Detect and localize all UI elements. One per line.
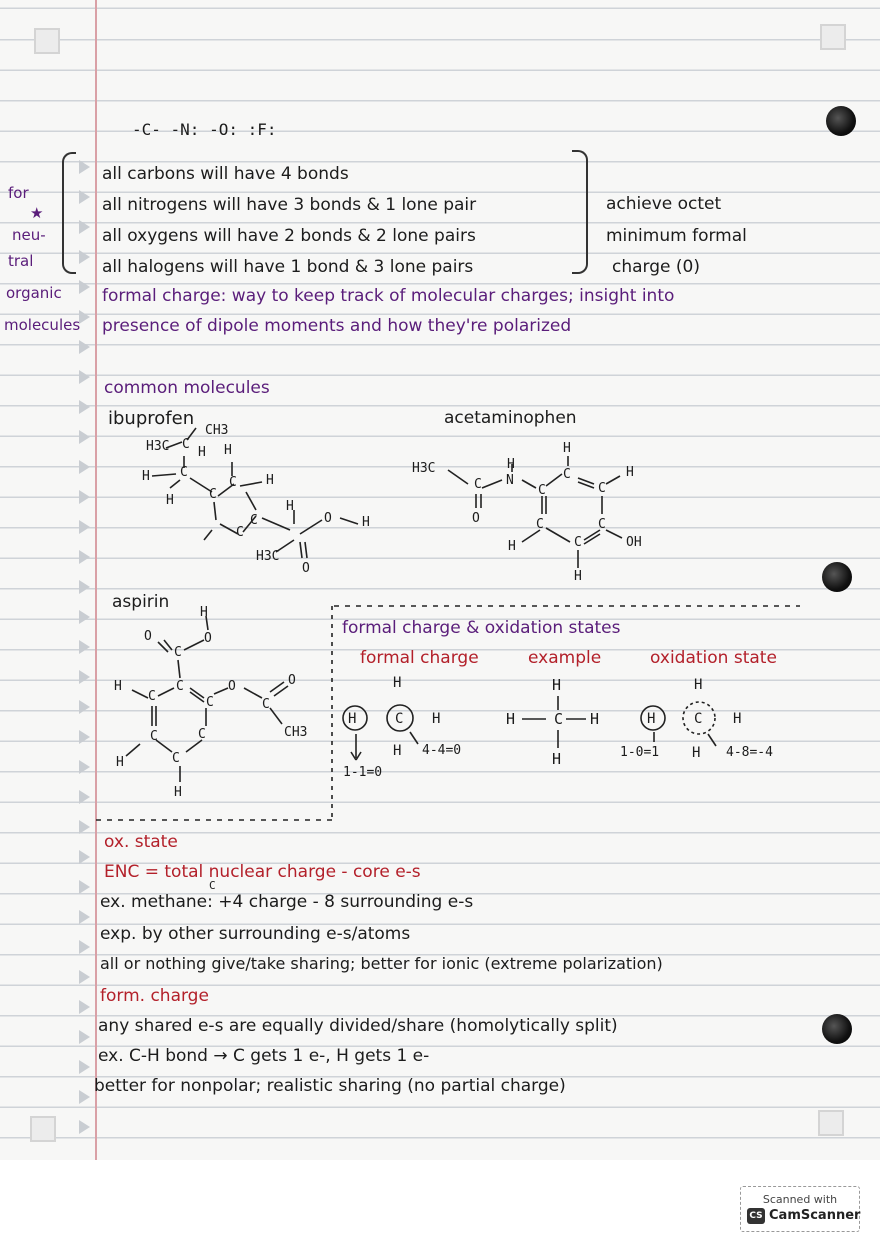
fc-h-circled: H	[348, 711, 357, 727]
ibu-bond	[190, 478, 212, 492]
ibu-bond	[220, 524, 238, 534]
acetaminophen-atom: H	[574, 569, 582, 584]
fc-h-bottom: H	[393, 743, 402, 759]
acetaminophen-atom: H	[508, 539, 516, 554]
ibuprofen-atom: C	[229, 475, 237, 490]
ibu-bond	[305, 542, 307, 558]
fc-ox-heading: formal charge & oxidation states	[342, 618, 621, 638]
note-exp: exp. by other surrounding e-s/atoms	[100, 924, 411, 944]
camscanner-logo-icon: CS	[747, 1208, 765, 1224]
ox-calc-left: 1-0=1	[620, 745, 660, 760]
acetaminophen-atom: C	[598, 481, 606, 496]
note-ox-state: ox. state	[104, 832, 178, 852]
ox-c-circled: C	[694, 711, 703, 727]
ibu-bond	[240, 482, 262, 486]
ibuprofen-atom: O	[324, 511, 332, 526]
result-minimum: minimum formal	[606, 226, 747, 246]
aspirin-atom: CH3	[284, 725, 308, 740]
side-note-0: for	[8, 184, 29, 202]
asp-bond	[126, 744, 140, 756]
ibuprofen-atom: C	[182, 437, 190, 452]
methane-h-left: H	[506, 710, 516, 728]
aspirin-atom: H	[174, 785, 182, 800]
asp-bond	[158, 688, 174, 696]
note-nonpolar: better for nonpolar; realistic sharing (no partial charge)	[94, 1076, 566, 1096]
badge-line1: Scanned with	[762, 1193, 838, 1206]
result-octet: achieve octet	[606, 194, 722, 214]
acetaminophen-atom: C	[538, 483, 546, 498]
acetaminophen-atom: OH	[626, 535, 642, 550]
ox-h-right: H	[733, 711, 742, 727]
ibuprofen-atom: H	[224, 443, 232, 458]
ibu-bond	[276, 540, 294, 552]
side-note-1: neu-	[12, 226, 46, 244]
asp-bond	[206, 616, 208, 630]
rule-halogen: all halogens will have 1 bond & 3 lone pairs	[102, 257, 474, 277]
aspirin-atom: H	[116, 755, 124, 770]
camscanner-badge	[740, 1186, 860, 1232]
ox-h-ring	[641, 706, 665, 730]
acet-bond	[546, 528, 570, 542]
ox-arrow	[708, 734, 716, 746]
methane-h-top: H	[552, 676, 562, 694]
acetaminophen-atom: N	[506, 473, 514, 488]
acetaminophen-atom: C	[536, 517, 544, 532]
aspirin-atom: O	[288, 673, 296, 688]
acetaminophen-atom: O	[472, 511, 480, 526]
aspirin-atom: C	[198, 727, 206, 742]
col-oxidation-state: oxidation state	[650, 648, 777, 668]
ox-c-ring	[683, 702, 715, 734]
note-form-charge: form. charge	[100, 986, 209, 1006]
acet-bond	[522, 480, 536, 488]
rule-carbon: all carbons will have 4 bonds	[102, 164, 349, 184]
fc-h-right: H	[432, 711, 441, 727]
acetaminophen-atom: C	[598, 517, 606, 532]
acetaminophen-atom: H	[626, 465, 634, 480]
formal-charge-def-2: presence of dipole moments and how they're polarized	[102, 316, 572, 336]
fc-calc-right: 4-4=0	[422, 743, 462, 758]
asp-bond	[178, 660, 180, 678]
ibu-bond	[340, 518, 358, 524]
ibu-bond	[300, 520, 322, 534]
ibuprofen-atom: C	[209, 487, 217, 502]
ox-calc-right: 4-8=-4	[726, 745, 773, 760]
ibuprofen-atom: C	[236, 525, 244, 540]
asp-bond	[244, 688, 262, 698]
ox-h-bottom: H	[692, 745, 701, 761]
acetaminophen-atom: C	[563, 467, 571, 482]
aspirin-atom: C	[176, 679, 184, 694]
ibu-bond	[166, 442, 182, 448]
ibuprofen-atom: H	[362, 515, 370, 530]
methane-h-bottom: H	[552, 750, 562, 768]
aspirin-atom: C	[172, 751, 180, 766]
ibu-bond	[187, 428, 196, 440]
acet-bond	[606, 476, 620, 484]
aspirin-atom: O	[204, 631, 212, 646]
asp-bond	[214, 688, 228, 694]
side-note-2: tral	[8, 252, 34, 270]
formal-charge-def-1: formal charge: way to keep track of molecular charges; insight into	[102, 286, 675, 306]
ibu-bond	[214, 502, 216, 520]
side-note-star: ★	[30, 204, 44, 222]
fc-calc-left: 1-1=0	[343, 765, 383, 780]
ibu-bond	[170, 480, 180, 488]
ibuprofen-atom: H	[198, 445, 206, 460]
aspirin-atom: C	[206, 695, 214, 710]
acet-bond	[448, 470, 468, 484]
asp-bond	[132, 690, 148, 698]
rule-nitrogen: all nitrogens will have 3 bonds & 1 lone pair	[102, 195, 477, 215]
ibu-bond	[218, 484, 234, 496]
asp-bond	[184, 640, 204, 650]
ibuprofen-atom: H3C	[256, 549, 280, 564]
ibuprofen-atom: H	[142, 469, 150, 484]
asp-bond	[156, 740, 172, 752]
ibuprofen-atom: C	[250, 513, 258, 528]
side-note-3: organic	[6, 284, 62, 302]
aspirin-atom: C	[174, 645, 182, 660]
acet-bond	[522, 530, 540, 542]
ibuprofen-atom: H3C	[146, 439, 170, 454]
side-note-4: molecules	[4, 316, 81, 334]
ibuprofen-label: ibuprofen	[108, 408, 195, 429]
note-shared: any shared e-s are equally divided/share (homolytically split)	[98, 1016, 618, 1036]
ibu-bond	[246, 492, 256, 510]
superscript-c: C	[209, 879, 216, 892]
methane-c: C	[554, 710, 564, 728]
acet-bond	[482, 480, 502, 488]
aspirin-atom: O	[228, 679, 236, 694]
ox-h-circled: H	[647, 711, 656, 727]
aspirin-atom: C	[148, 689, 156, 704]
note-enc: ENC = total nuclear charge - core e-s	[104, 862, 421, 882]
rule-oxygen: all oxygens will have 2 bonds & 2 lone pairs	[102, 226, 476, 246]
aspirin-atom: O	[144, 629, 152, 644]
note-ch-bond: ex. C-H bond → C gets 1 e-, H gets 1 e-	[98, 1046, 430, 1066]
ibuprofen-atom: CH3	[205, 423, 229, 438]
asp-bond	[270, 708, 282, 724]
note-all-or-nothing: all or nothing give/take sharing; better for ionic (extreme polarization)	[100, 954, 663, 973]
aspirin-atom: C	[262, 697, 270, 712]
acet-bond	[606, 530, 622, 538]
fc-c-circled: C	[395, 711, 404, 727]
fc-c-ring	[387, 705, 413, 731]
ibu-bond	[243, 513, 258, 532]
aspirin-atom: H	[200, 605, 208, 620]
aspirin-atom: C	[150, 729, 158, 744]
acetaminophen-atom: C	[574, 535, 582, 550]
ibuprofen-atom: C	[180, 465, 188, 480]
ibuprofen-atom: H	[266, 473, 274, 488]
acetaminophen-atom: C	[474, 477, 482, 492]
acetaminophen-atom: H3C	[412, 461, 436, 476]
acetaminophen-label: acetaminophen	[444, 408, 577, 428]
ibu-bond	[152, 474, 176, 476]
methane-h-right: H	[590, 710, 600, 728]
valence-row: -C- -N: -O: :F:	[132, 120, 277, 139]
fc-h-top: H	[393, 675, 402, 691]
ibuprofen-atom: H	[286, 499, 294, 514]
ibu-bond	[300, 542, 302, 558]
col-example: example	[528, 648, 602, 668]
ibu-bond	[262, 518, 290, 530]
fc-h-ring	[343, 706, 367, 730]
ibuprofen-atom: H	[166, 493, 174, 508]
col-formal-charge: formal charge	[360, 648, 479, 668]
ibuprofen-atom: O	[302, 561, 310, 576]
acetaminophen-atom: H	[507, 457, 515, 472]
asp-bond	[186, 740, 202, 752]
result-charge: charge (0)	[612, 257, 700, 277]
aspirin-atom: H	[114, 679, 122, 694]
note-methane: ex. methane: +4 charge - 8 surrounding e-s	[100, 892, 474, 912]
badge-line2: CamScanner	[769, 1208, 861, 1223]
aspirin-label: aspirin	[112, 592, 170, 612]
acetaminophen-atom: H	[563, 441, 571, 456]
common-molecules-heading: common molecules	[104, 378, 270, 398]
fc-arrow	[410, 732, 418, 744]
ox-h-top: H	[694, 677, 703, 693]
acet-bond	[546, 474, 562, 486]
ibu-bond	[204, 530, 212, 540]
